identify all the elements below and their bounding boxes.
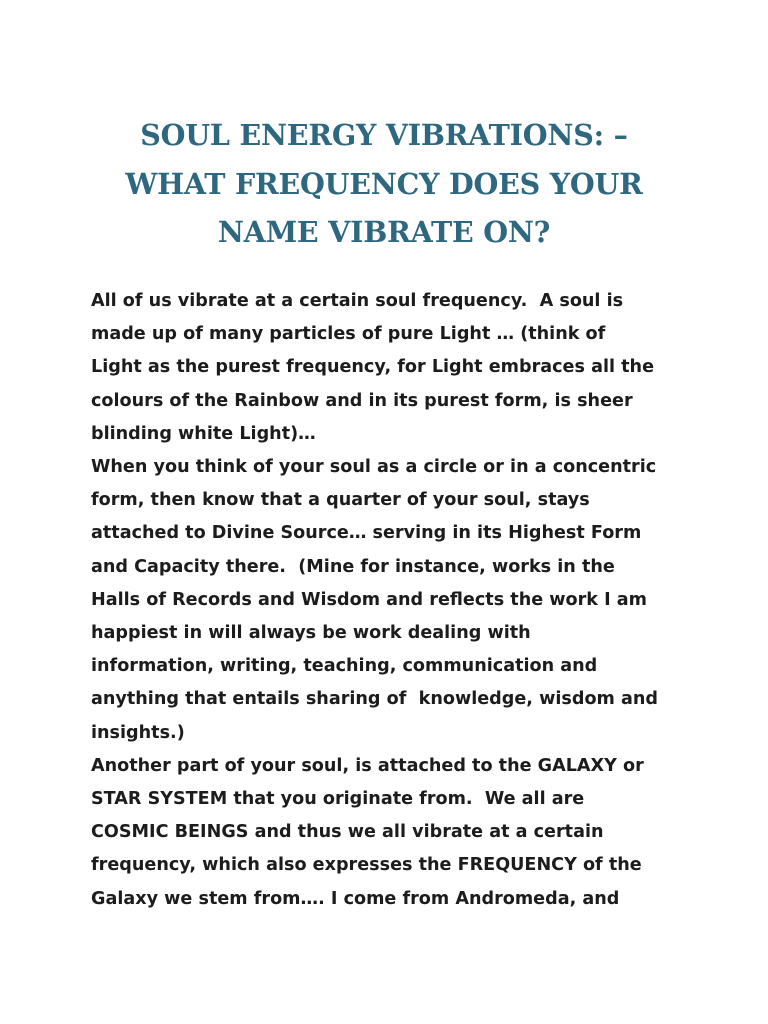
body-line: COSMIC BEINGS and thus we all vibrate at a certain — [91, 822, 604, 843]
body-line: happiest in will always be work dealing with — [91, 623, 531, 644]
body-line: colours of the Rainbow and in its purest form, is sheer — [91, 390, 633, 411]
body-line: Galaxy we stem from…. I come from Andromeda, and — [91, 888, 620, 909]
body-line: STAR SYSTEM that you originate from. We all are — [91, 789, 585, 810]
body-text — [91, 285, 691, 916]
body-line: information, writing, teaching, communication and — [91, 656, 598, 677]
body-line: Halls of Records and Wisdom and reflects the work I am — [91, 589, 647, 610]
body-line: form, then know that a quarter of your soul, stays — [91, 490, 590, 511]
title-line: NAME VIBRATE ON? — [217, 215, 551, 249]
title-line: SOUL ENERGY VIBRATIONS: – — [140, 118, 628, 152]
page-title — [80, 111, 688, 257]
body-line: Another part of your soul, is attached to the GALAXY or — [91, 755, 644, 776]
title-line: WHAT FREQUENCY DOES YOUR — [125, 166, 643, 201]
body-line: blinding white Light)… — [91, 423, 316, 444]
body-line: anything that entails sharing of knowledge, wisdom and — [91, 689, 658, 710]
body-line: Light as the purest frequency, for Light embraces all the — [91, 357, 655, 378]
body-line: made up of many particles of pure Light … (think of — [91, 324, 606, 345]
body-line: insights.) — [91, 722, 185, 743]
body-line: and Capacity there. (Mine for instance, works in the — [91, 556, 615, 577]
body-line: When you think of your soul as a circle or in a concentric — [91, 457, 657, 478]
body-line: All of us vibrate at a certain soul frequency. A soul is — [91, 291, 624, 311]
body-line: attached to Divine Source… serving in its Highest Form — [91, 523, 642, 544]
body-line: frequency, which also expresses the FREQUENCY of the — [91, 855, 642, 876]
